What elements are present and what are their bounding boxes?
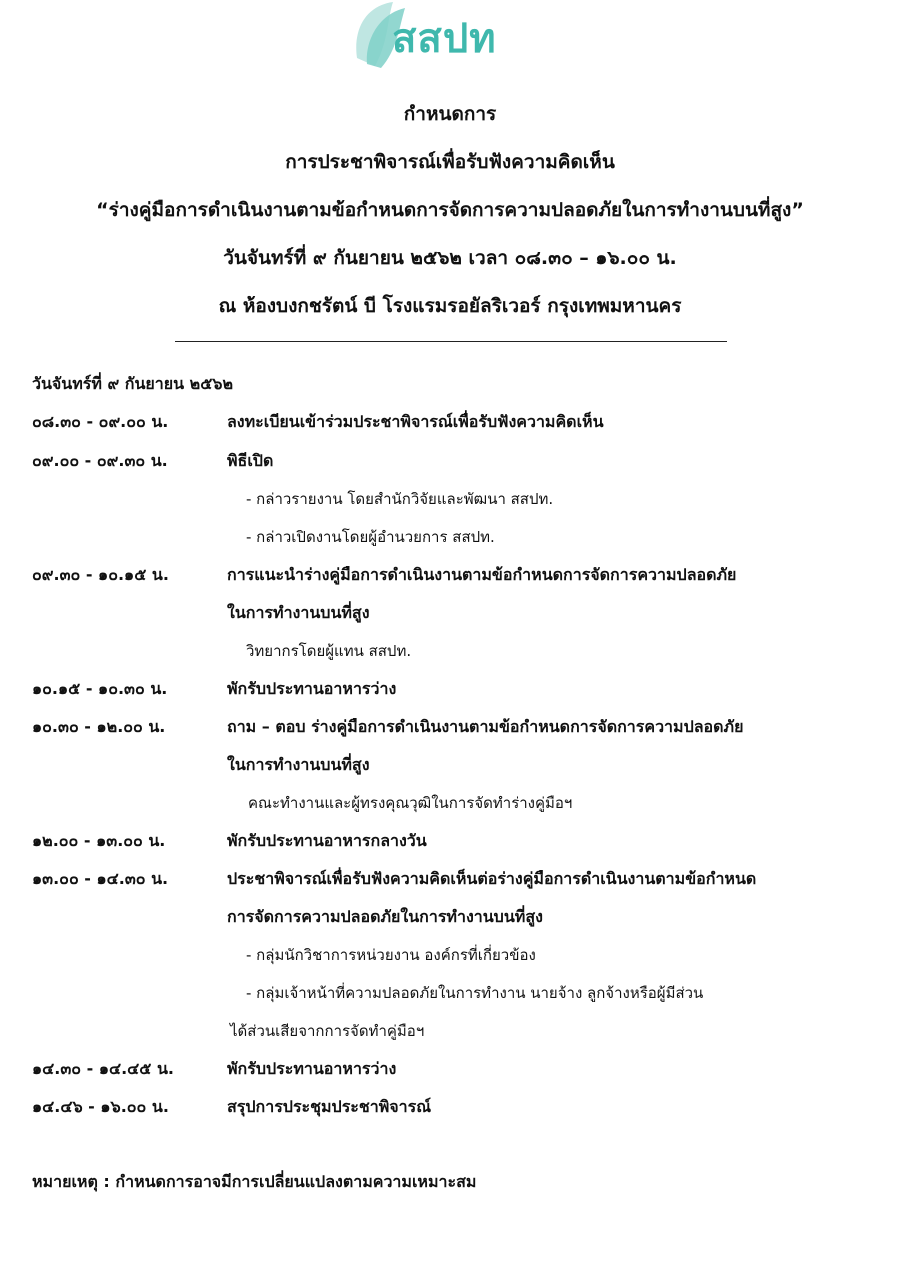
schedule-activity: พักรับประทานอาหารกลางวัน [227, 831, 427, 850]
schedule-activity: ถาม – ตอบ ร่างคู่มือการดำเนินงานตามข้อกำหนดการจัดการความปลอดภัย [227, 717, 744, 736]
logo-text: สสปท [392, 16, 497, 62]
document-title: “ร่างคู่มือการดำเนินงานตามข้อกำหนดการจัดการความปลอดภัยในการทำงานบนที่สูง” [96, 199, 804, 221]
schedule-activity-continued: ในการทำงานบนที่สูง [227, 755, 370, 774]
schedule-activity: พักรับประทานอาหารว่าง [227, 1059, 397, 1078]
schedule-activity-continued: การจัดการความปลอดภัยในการทำงานบนที่สูง [227, 907, 543, 926]
schedule-sub-item: - กล่าวเปิดงานโดยผู้อำนวยการ สสปท. [246, 528, 495, 546]
schedule-day-label: วันจันทร์ที่ ๙ กันยายน ๒๕๖๒ [32, 374, 234, 393]
schedule-time: ๑๐.๓๐ - ๑๒.๐๐ น. [32, 717, 166, 736]
event-subtitle: การประชาพิจารณ์เพื่อรับฟังความคิดเห็น [285, 151, 615, 173]
schedule-activity: พักรับประทานอาหารว่าง [227, 679, 397, 698]
event-date-time: วันจันทร์ที่ ๙ กันยายน ๒๕๖๒ เวลา ๐๘.๓๐ – ๑๖.๐๐ น. [223, 247, 677, 269]
schedule-time: ๑๔.๓๐ - ๑๔.๔๕ น. [32, 1059, 174, 1078]
schedule-activity: ประชาพิจารณ์เพื่อรับฟังความคิดเห็นต่อร่างคู่มือการดำเนินงานตามข้อกำหนด [227, 869, 757, 888]
schedule-time: ๐๘.๓๐ - ๐๙.๐๐ น. [32, 412, 169, 431]
schedule-activity-continued: ในการทำงานบนที่สูง [227, 603, 370, 622]
schedule-time: ๑๐.๑๕ - ๑๐.๓๐ น. [32, 679, 168, 698]
header-divider [175, 341, 727, 342]
schedule-time: ๑๓.๐๐ - ๑๔.๓๐ น. [32, 869, 169, 888]
schedule-sub-item: วิทยากรโดยผู้แทน สสปท. [246, 642, 412, 660]
schedule-activity: สรุปการประชุมประชาพิจารณ์ [227, 1097, 432, 1116]
schedule-time: ๑๒.๐๐ - ๑๓.๐๐ น. [32, 831, 166, 850]
schedule-activity: ลงทะเบียนเข้าร่วมประชาพิจารณ์เพื่อรับฟังความคิดเห็น [227, 412, 604, 431]
page-title: กำหนดการ [403, 103, 497, 125]
schedule-sub-item: - กลุ่มเจ้าหน้าที่ความปลอดภัยในการทำงาน นายจ้าง ลูกจ้างหรือผู้มีส่วน [246, 984, 704, 1002]
schedule-sub-item: - กล่าวรายงาน โดยสำนักวิจัยและพัฒนา สสปท. [246, 490, 554, 508]
schedule-activity: พิธีเปิด [227, 451, 274, 470]
schedule-time: ๐๙.๐๐ - ๐๙.๓๐ น. [32, 451, 168, 470]
footer-note: หมายเหตุ : กำหนดการอาจมีการเปลี่ยนแปลงตามความเหมาะสม [32, 1172, 477, 1191]
schedule-sub-item: - กลุ่มนักวิชาการหน่วยงาน องค์กรที่เกี่ยวข้อง [246, 946, 536, 964]
schedule-sub-item: คณะทำงานและผู้ทรงคุณวุฒิในการจัดทำร่างคู่มือฯ [248, 794, 573, 812]
schedule-sub-item: ได้ส่วนเสียจากการจัดทำคู่มือฯ [230, 1022, 425, 1040]
event-venue: ณ ห้องบงกชรัตน์ บี โรงแรมรอยัลริเวอร์ กรุงเทพมหานคร [218, 295, 682, 317]
schedule-time: ๑๔.๔๖ - ๑๖.๐๐ น. [32, 1097, 169, 1116]
schedule-activity: การแนะนำร่างคู่มือการดำเนินงานตามข้อกำหนดการจัดการความปลอดภัย [227, 565, 737, 584]
schedule-time: ๐๙.๓๐ - ๑๐.๑๕ น. [32, 565, 169, 584]
